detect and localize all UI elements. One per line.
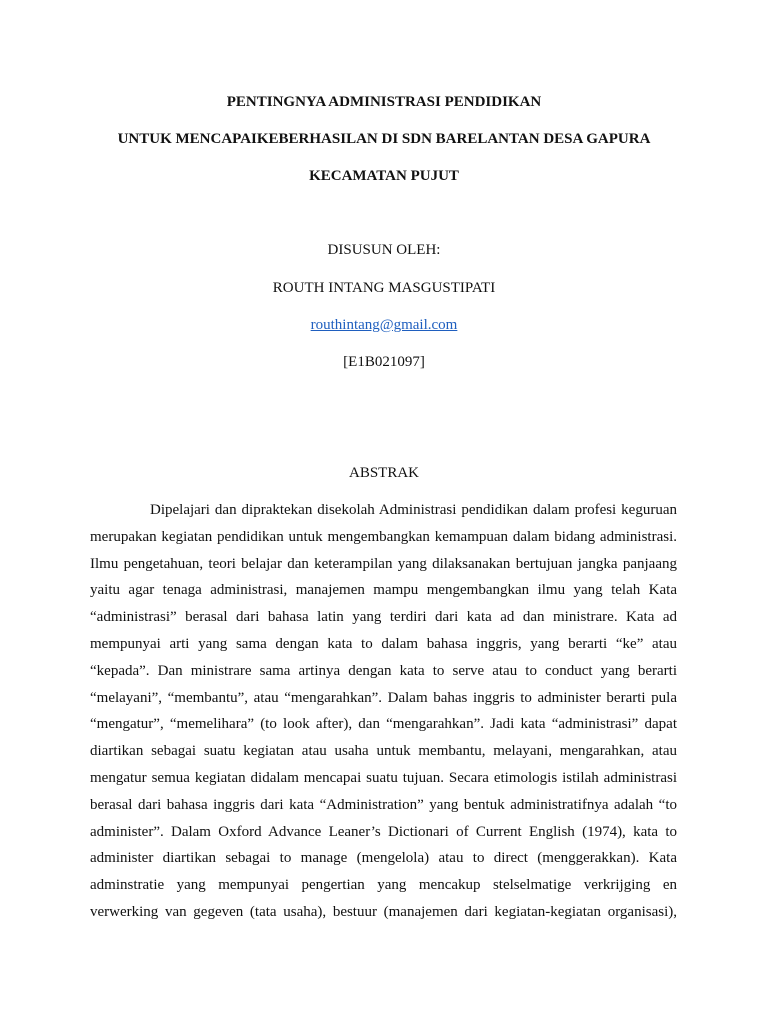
author-email-line [0,315,768,335]
author-name: ROUTH INTANG MASGUSTIPATI [272,280,496,296]
abstract-line: diartikan sebagai suatu kegiatan atau usaha untuk membantu, melayani, mengarahkan, atau [90,743,677,760]
author-heading: DISUSUN OLEH: [327,242,441,258]
abstract-line: Ilmu pengetahuan, teori belajar dan keterampilan yang dilaksanakan bertujuan jangka panjaang [90,555,677,572]
abstract-line: administer diartikan sebagai to manage (mengelola) atau to direct (menggerakkan). Kata [90,850,677,867]
abstract-line: yaitu agar tenaga administrasi, manajemen mampu mengembangkan ilmu yang telah Kata [90,582,677,599]
abstract-heading: ABSTRAK [348,465,419,481]
title-line-2: UNTUK MENCAPAIKEBERHASILAN DI SDN BARELANTAN DESA GAPURA [117,131,651,147]
abstract-line: “mengatur”, “memelihara” (to look after), dan “mengarahkan”. Jadi kata “administrasi” dapat [90,716,677,733]
abstract-line: mempunyai arti yang sama dengan kata to dalam bahasa inggris, yang berarti “ke” atau [90,635,677,652]
abstract-line: Dipelajari dan dipraktekan disekolah Administrasi pendidikan dalam profesi keguruan [150,502,677,518]
abstract-line: berasal dari bahasa inggris dari kata “Administration” yang bentuk administratifnya adalah “to [90,796,677,813]
abstract-line: “administrasi” berasal dari bahasa latin yang terdiri dari kata ad dan ministrare. Kata ad [90,609,677,626]
title-line-3: KECAMATAN PUJUT [309,168,459,184]
abstract-line: mengatur semua kegiatan didalam mencapai suatu tujuan. Secara etimologis istilah administrasi [90,769,677,786]
abstract-line: “kepada”. Dan ministrare sama artinya dengan kata to serve atau to conduct yang berarti [90,662,677,679]
author-email-link[interactable]: routhintang@gmail.com [310,317,458,333]
abstract-line: adminstratie yang mempunyai pengertian yang mencakup stelselmatige verkrijging en [90,877,677,894]
author-id: [E1B021097] [343,354,425,370]
abstract-line: “melayani”, “membantu”, atau “mengarahkan”. Dalam bahas inggris to administer berarti pula [90,689,677,706]
abstract-line: merupakan kegiatan pendidikan untuk mengembangkan kemampuan dalam bidang administrasi. [90,528,677,545]
abstract-line: administer”. Dalam Oxford Advance Leaner’s Dictionari of Current English (1974), kata to [90,823,677,840]
title-line-1: PENTINGNYA ADMINISTRASI PENDIDIKAN [226,94,542,110]
abstract-body [90,497,677,926]
abstract-line: verwerking van gegeven (tata usaha), bestuur (manajemen dari kegiatan-kegiatan organisasi), [90,903,677,920]
